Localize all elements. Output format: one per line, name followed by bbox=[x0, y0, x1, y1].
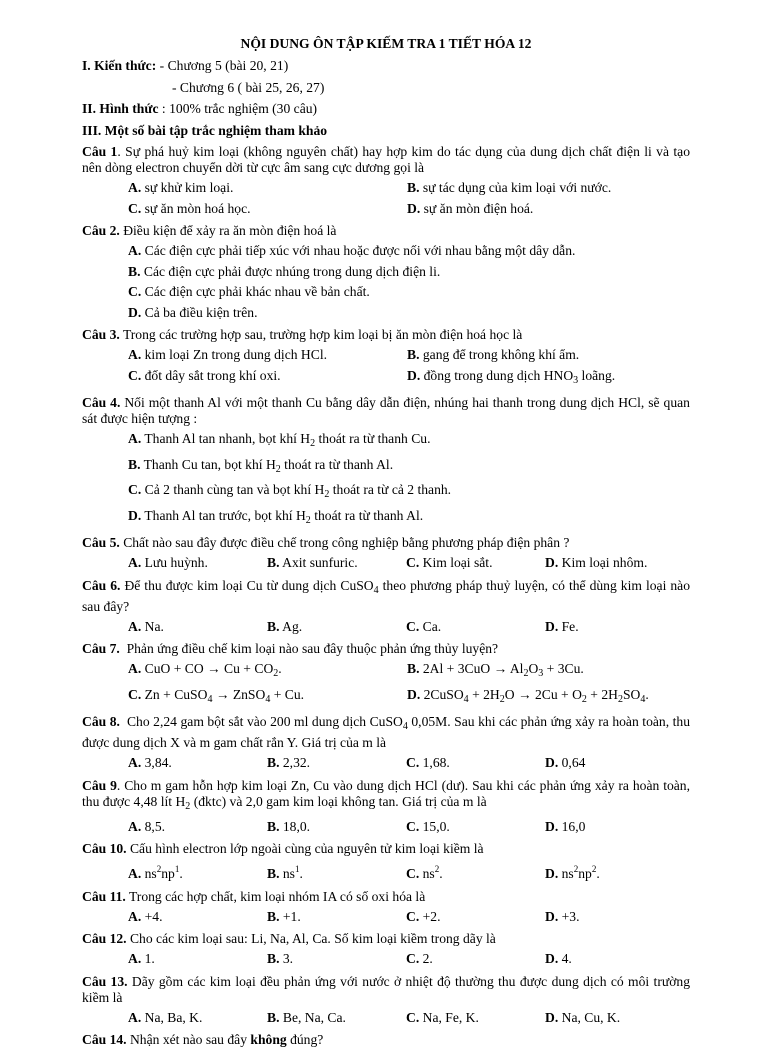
question-4 bbox=[82, 395, 690, 427]
option-text: 1. bbox=[144, 951, 155, 966]
answer-options bbox=[82, 755, 690, 776]
hinh-thuc-label: II. Hình thức bbox=[82, 101, 159, 116]
option-text: Thanh Al tan trước, bọt khí $H_2$ thoát ra từ thanh Al. bbox=[144, 507, 424, 526]
question-number: Câu 14. bbox=[82, 1032, 127, 1047]
option-text: đốt dây sắt trong khí oxi. bbox=[144, 367, 281, 383]
option-text: đồng trong dung dịch $HNO_3$ loãng. bbox=[423, 367, 616, 386]
option-letter: B. bbox=[128, 456, 141, 472]
option-letter: D. bbox=[545, 951, 559, 966]
answer-options bbox=[82, 909, 690, 930]
question-13 bbox=[82, 974, 690, 1006]
answer-option bbox=[128, 555, 267, 571]
document-title: NỘI DUNG ÔN TẬP KIẾM TRA 1 TIẾT HÓA 12 bbox=[240, 36, 532, 51]
option-letter: C. bbox=[406, 755, 420, 770]
option-letter: D. bbox=[545, 555, 559, 570]
question-number: Câu 2. bbox=[82, 223, 120, 238]
answer-option bbox=[545, 909, 684, 925]
option-text: Cả ba điều kiện trên. bbox=[144, 304, 258, 320]
answer-option bbox=[128, 1010, 267, 1026]
option-letter: C. bbox=[128, 367, 142, 383]
answer-option bbox=[407, 661, 686, 682]
kien-thuc-chuong-6: - Chương 6 ( bài 25, 26, 27) bbox=[172, 79, 325, 95]
answer-option bbox=[128, 347, 407, 363]
answer-option bbox=[406, 1010, 545, 1026]
question-text: Trong các hợp chất, kim loại nhóm IA có số oxi hóa là bbox=[128, 888, 426, 904]
option-text: +3. bbox=[561, 908, 580, 924]
question-text: Sự phá huỷ kim loại (không nguyên chất) hay hợp kim do tác dụng của dung dịch chất điện li và tạo nên dòng electron chuyển dời từ cực âm sang cực dương gọi là bbox=[82, 144, 690, 175]
option-text: 3. bbox=[282, 951, 294, 966]
option-text: Kim loại sắt. bbox=[422, 555, 493, 570]
option-letter: C. bbox=[406, 866, 420, 881]
option-letter: D. bbox=[128, 507, 142, 523]
answer-option bbox=[128, 951, 267, 967]
option-letter: A. bbox=[128, 661, 142, 676]
option-letter: A. bbox=[128, 347, 142, 362]
option-text: Na. bbox=[144, 618, 164, 634]
option-letter: B. bbox=[267, 755, 280, 770]
question-9: Câu 9. Cho m gam hỗn hợp kim loại Zn, Cu vào dung dịch HCl (dư). Sau khi các phản ứng xảy ra hoàn toàn, thu được 4,48 lít $H_2$ (đktc) và 2,0 gam kim loại không tan. Giá trị của m là bbox=[82, 777, 691, 812]
answer-option bbox=[128, 619, 267, 635]
option-letter: B. bbox=[407, 347, 420, 362]
answer-option bbox=[545, 861, 684, 882]
option-text: gang để trong không khí ẩm. bbox=[422, 347, 580, 362]
question-11 bbox=[82, 889, 690, 905]
option-text: Thanh Al tan nhanh, bọt khí $H_2$ thoát ra từ thanh Cu. bbox=[144, 431, 431, 449]
option-text: Ca. bbox=[422, 618, 442, 634]
option-text: Các điện cực phải khác nhau về bản chất. bbox=[144, 284, 370, 299]
option-letter: A. bbox=[128, 243, 142, 258]
option-letter: A. bbox=[128, 818, 142, 834]
answer-option bbox=[545, 819, 684, 835]
option-letter: D. bbox=[128, 304, 142, 320]
option-letter: A. bbox=[128, 1009, 142, 1025]
option-letter: C. bbox=[406, 1009, 420, 1025]
option-letter: B. bbox=[267, 866, 280, 881]
answer-option bbox=[128, 909, 267, 925]
option-letter: B. bbox=[267, 1009, 280, 1025]
option-letter: B. bbox=[267, 618, 280, 634]
option-letter: D. bbox=[407, 686, 421, 702]
option-letter: A. bbox=[128, 951, 142, 966]
question-text: Nối một thanh Al với một thanh Cu bằng dây dẫn điện, nhúng hai thanh trong dung dịch HCl, sẽ quan sát được hiện tượng : bbox=[82, 395, 690, 426]
option-letter: D. bbox=[407, 200, 421, 216]
option-text: 8,5. bbox=[144, 818, 166, 834]
question-8 bbox=[82, 714, 690, 751]
option-letter: C. bbox=[406, 618, 420, 634]
answer-options bbox=[82, 347, 690, 393]
option-letter: A. bbox=[128, 555, 142, 570]
option-letter: C. bbox=[406, 951, 420, 966]
option-text: 2. bbox=[422, 951, 433, 966]
option-letter: A. bbox=[128, 908, 142, 924]
option-text: Na, Ba, K. bbox=[144, 1009, 203, 1025]
answer-option bbox=[406, 555, 545, 571]
option-text: sự ăn mòn hoá học. bbox=[144, 200, 251, 216]
option-letter: D. bbox=[545, 618, 559, 634]
option-text: sự tác dụng của kim loại với nước. bbox=[422, 180, 612, 195]
option-text: Thanh Cu tan, bọt khí $H_2$ thoát ra từ thanh Al. bbox=[143, 456, 394, 475]
answer-option bbox=[128, 305, 688, 321]
option-text: CuO + CO → $Cu + CO_2$. bbox=[144, 661, 282, 679]
question-text: Để thu được kim loại Cu từ dung dịch CuSO$_4$ theo phương pháp thuỷ luyện, có thể dùng kim loại nào sau đây? bbox=[82, 577, 690, 614]
answer-option bbox=[407, 368, 686, 389]
option-letter: B. bbox=[267, 951, 280, 966]
answer-option bbox=[128, 819, 267, 835]
answer-option bbox=[128, 661, 407, 682]
question-number: Câu 4. bbox=[82, 395, 121, 410]
option-text: Fe. bbox=[561, 618, 579, 634]
option-letter: B. bbox=[407, 661, 420, 676]
answer-options bbox=[82, 619, 690, 640]
answer-option bbox=[267, 1010, 406, 1026]
option-text: sự ăn mòn điện hoá. bbox=[423, 200, 534, 216]
answer-option bbox=[128, 508, 688, 529]
option-text: Na, Fe, K. bbox=[422, 1009, 479, 1025]
answer-option bbox=[128, 482, 688, 503]
answer-option bbox=[267, 819, 406, 835]
answer-option bbox=[545, 755, 684, 771]
option-text: 2,32. bbox=[282, 755, 311, 770]
option-text: $ns^2np^1$. bbox=[144, 864, 183, 881]
option-letter: D. bbox=[407, 367, 421, 383]
option-text: Axit sunfuric. bbox=[282, 555, 358, 570]
option-text: Các điện cực phải tiếp xúc với nhau hoặc được nối với nhau bằng một dây dẫn. bbox=[144, 243, 576, 258]
answer-option bbox=[406, 861, 545, 882]
answer-options bbox=[82, 243, 690, 325]
option-text: 15,0. bbox=[422, 818, 450, 834]
option-letter: B. bbox=[128, 263, 141, 279]
option-letter: C. bbox=[128, 200, 142, 216]
answer-option bbox=[545, 951, 684, 967]
option-letter: B. bbox=[267, 908, 280, 924]
option-text: +2. bbox=[422, 908, 441, 924]
option-letter: A. bbox=[128, 180, 142, 195]
answer-option bbox=[406, 951, 545, 967]
option-text: Lưu huỳnh. bbox=[144, 555, 208, 570]
question-7 bbox=[82, 641, 690, 657]
question-number: Câu 8. bbox=[82, 714, 120, 729]
option-letter: C. bbox=[406, 908, 420, 924]
question-text: Dãy gồm các kim loại đều phản ứng với nước ở nhiệt độ thường thu được dung dịch có môi trường kiềm là bbox=[82, 973, 690, 1005]
answer-option bbox=[128, 284, 688, 300]
hinh-thuc-text: : 100% trắc nghiệm (30 câu) bbox=[158, 101, 318, 116]
answer-option bbox=[128, 457, 688, 478]
question-14 bbox=[82, 1032, 690, 1048]
question-number: Câu 9 bbox=[82, 777, 117, 793]
question-text: Phản ứng điều chế kim loại nào sau đây thuộc phản ứng thủy luyện? bbox=[126, 641, 499, 656]
question-text: Cho 2,24 gam bột sắt vào 200 ml dung dịch CuSO$_4$ 0,05M. Sau khi các phản ứng xảy ra hoàn toàn, thu được dung dịch X và m gam chất rắn Y. Giá trị của m là bbox=[82, 714, 691, 750]
answer-option bbox=[545, 619, 684, 635]
option-letter: A. bbox=[128, 866, 142, 881]
option-text: +1. bbox=[282, 908, 301, 924]
option-letter: D. bbox=[545, 818, 559, 834]
answer-options bbox=[82, 661, 690, 712]
answer-options bbox=[82, 861, 690, 887]
option-text: $ns^1$. bbox=[282, 864, 303, 881]
option-text: 0,64 bbox=[561, 755, 586, 770]
question-number: Câu 6. bbox=[82, 577, 121, 593]
option-text: 2CuSO$_4$ + $2H_2O \to 2Cu + O_2 + 2H_2SO_4$. bbox=[423, 686, 649, 705]
question-3 bbox=[82, 327, 690, 343]
answer-option bbox=[128, 201, 407, 217]
answer-option bbox=[128, 243, 688, 259]
option-text: Ag. bbox=[282, 618, 303, 634]
section-hinh-thuc bbox=[82, 101, 690, 117]
option-letter: C. bbox=[406, 818, 420, 834]
question-number: Câu 5. bbox=[82, 535, 120, 550]
question-1: Câu 1. Sự phá huỷ kim loại (không nguyên chất) hay hợp kim do tác dụng của dung dịch chất điện li và tạo nên dòng electron chuyển dời từ cực âm sang cực dương gọi là bbox=[82, 144, 690, 175]
option-letter: D. bbox=[545, 908, 559, 924]
kien-thuc-label: I. Kiến thức: bbox=[82, 58, 157, 73]
question-2 bbox=[82, 223, 690, 239]
answer-options bbox=[82, 431, 690, 533]
section-bai-tap-heading: III. Một số bài tập trắc nghiệm tham khảo bbox=[82, 122, 328, 138]
option-text: sự khử kim loại. bbox=[144, 180, 234, 195]
answer-option bbox=[407, 180, 686, 196]
question-text: Cho các kim loại sau: Li, Na, Al, Ca. Số kim loại kiềm trong dãy là bbox=[129, 931, 496, 946]
option-letter: A. bbox=[128, 755, 142, 770]
answer-option bbox=[128, 755, 267, 771]
option-text: Be, Na, Ca. bbox=[282, 1009, 346, 1025]
option-letter: C. bbox=[128, 284, 142, 299]
answer-options bbox=[82, 951, 690, 972]
option-text: 3,84. bbox=[144, 755, 172, 770]
option-letter: C. bbox=[128, 482, 142, 497]
option-text: $2Al + 3CuO \to Al_2O_3 + 3Cu$. bbox=[422, 661, 584, 679]
option-text: 18,0. bbox=[282, 818, 311, 834]
answer-options bbox=[82, 819, 690, 840]
question-number: Câu 1 bbox=[82, 144, 118, 159]
question-list bbox=[82, 144, 690, 1048]
answer-option bbox=[406, 819, 545, 835]
option-text: Kim loại nhôm. bbox=[561, 555, 648, 570]
kien-thuc-chuong-5: - Chương 5 (bài 20, 21) bbox=[156, 58, 289, 73]
option-text: $ns^2np^2$. bbox=[561, 864, 600, 881]
question-6 bbox=[82, 578, 690, 615]
section-kien-thuc bbox=[82, 58, 690, 74]
option-text: Zn + CuSO$_4$ → ZnSO$_4$ + Cu. bbox=[144, 686, 305, 705]
answer-option bbox=[545, 555, 684, 571]
answer-options bbox=[82, 1010, 690, 1031]
answer-option bbox=[128, 180, 407, 196]
option-text: $ns^2$. bbox=[422, 864, 443, 881]
option-text: 4. bbox=[561, 951, 572, 966]
answer-option bbox=[267, 951, 406, 967]
option-letter: B. bbox=[267, 818, 280, 834]
answer-option bbox=[406, 909, 545, 925]
option-text: kim loại Zn trong dung dịch HCl. bbox=[144, 347, 327, 362]
option-text: +4. bbox=[144, 908, 163, 924]
answer-option bbox=[128, 861, 267, 882]
answer-option bbox=[407, 687, 686, 708]
answer-option bbox=[545, 1010, 684, 1026]
answer-options bbox=[82, 180, 690, 221]
question-number: Câu 13. bbox=[82, 973, 128, 989]
option-text: 16,0 bbox=[561, 818, 586, 834]
option-text: Cả 2 thanh cùng tan và bọt khí $H_2$ thoát ra từ cả 2 thanh. bbox=[144, 482, 452, 500]
option-letter: B. bbox=[407, 180, 420, 195]
answer-option bbox=[267, 909, 406, 925]
answer-option bbox=[128, 264, 688, 280]
answer-option bbox=[407, 201, 686, 217]
option-text: Các điện cực phải được nhúng trong dung dịch điện li. bbox=[143, 263, 441, 279]
question-number: Câu 7. bbox=[82, 641, 120, 656]
answer-option bbox=[406, 755, 545, 771]
question-5 bbox=[82, 535, 690, 551]
answer-options bbox=[82, 555, 690, 576]
answer-option bbox=[128, 431, 688, 452]
question-text: Điều kiện để xảy ra ăn mòn điện hoá là bbox=[123, 223, 337, 238]
option-letter: A. bbox=[128, 618, 142, 634]
question-text: Cho m gam hỗn hợp kim loại Zn, Cu vào dung dịch HCl (dư). Sau khi các phản ứng xảy ra hoàn toàn, thu được 4,48 lít $H_2$ (đktc) và 2,0 gam kim loại không tan. Giá trị của m là bbox=[82, 777, 691, 812]
question-text: Chất nào sau đây được điều chế trong công nghiệp bằng phương pháp điện phân ? bbox=[123, 535, 570, 550]
question-number: Câu 3. bbox=[82, 327, 120, 342]
question-12 bbox=[82, 931, 690, 947]
answer-option bbox=[128, 368, 407, 389]
answer-option bbox=[407, 347, 686, 363]
answer-option bbox=[406, 619, 545, 635]
answer-option bbox=[267, 619, 406, 635]
option-letter: C. bbox=[128, 686, 142, 702]
option-text: 1,68. bbox=[422, 755, 450, 770]
question-text: Nhận xét nào sau đây không đúng? bbox=[129, 1032, 324, 1047]
question-number: Câu 10. bbox=[82, 841, 127, 856]
question-text: Trong các trường hợp sau, trường hợp kim loại bị ăn mòn điện hoá học là bbox=[122, 327, 523, 342]
answer-option bbox=[128, 687, 407, 708]
option-letter: A. bbox=[128, 431, 142, 446]
answer-option bbox=[267, 861, 406, 882]
option-letter: D. bbox=[545, 755, 559, 770]
question-number: Câu 12. bbox=[82, 931, 127, 946]
option-letter: C. bbox=[406, 555, 420, 570]
option-letter: B. bbox=[267, 555, 280, 570]
question-number: Câu 11. bbox=[82, 888, 126, 904]
option-letter: D. bbox=[545, 1009, 559, 1025]
answer-option bbox=[267, 555, 406, 571]
question-10 bbox=[82, 841, 690, 857]
option-text: Na, Cu, K. bbox=[561, 1009, 621, 1025]
document bbox=[82, 36, 690, 1052]
option-letter: D. bbox=[545, 866, 559, 881]
question-text: Cấu hình electron lớp ngoài cùng của nguyên tử kim loại kiềm là bbox=[129, 841, 484, 856]
answer-option bbox=[267, 755, 406, 771]
